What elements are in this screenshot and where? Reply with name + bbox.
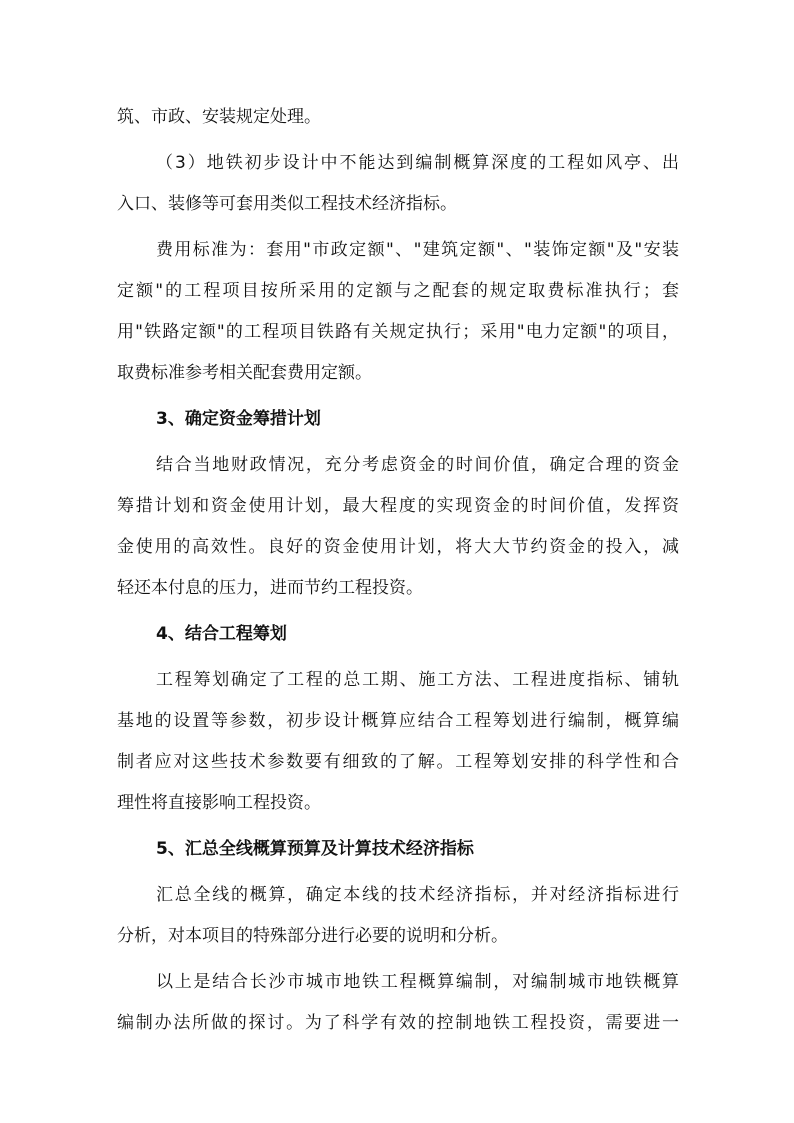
paragraph-line: 以上是结合长沙市城市地铁工程概算编制，对编制城市地铁概算 [156, 972, 679, 992]
paragraph-line: 结合当地财政情况，充分考虑资金的时间价值，确定合理的资金 [156, 455, 679, 475]
paragraph-line: 定额"的工程项目按所采用的定额与之配套的规定取费标准执行；套 [117, 281, 679, 301]
paragraph-line: 工程筹划确定了工程的总工期、施工方法、工程进度指标、铺轨 [156, 670, 679, 690]
paragraph-line: 费用标准为：套用"市政定额"、"建筑定额"、"装饰定额"及"安装 [156, 240, 679, 260]
section-heading: 4、结合工程筹划 [156, 624, 287, 644]
paragraph-line: 理性将直接影响工程投资。 [117, 793, 321, 813]
paragraph-line: 筑、市政、安装规定处理。 [117, 107, 321, 127]
document-body [117, 97, 679, 1044]
paragraph-line: 取费标准参考相关配套费用定额。 [117, 363, 372, 383]
paragraph-line: 分析，对本项目的特殊部分进行必要的说明和分析。 [117, 926, 508, 946]
paragraph-line: 编制办法所做的探讨。为了科学有效的控制地铁工程投资，需要进一 [117, 1013, 679, 1033]
paragraph-line: 金使用的高效性。良好的资金使用计划，将大大节约资金的投入，减 [117, 537, 679, 557]
paragraph-line: 用"铁路定额"的工程项目铁路有关规定执行；采用"电力定额"的项目， [117, 322, 679, 342]
paragraph-line: 筹措计划和资金使用计划，最大程度的实现资金的时间价值，发挥资 [117, 496, 679, 516]
paragraph-line: 轻还本付息的压力，进而节约工程投资。 [117, 578, 423, 598]
paragraph-line: 汇总全线的概算，确定本线的技术经济指标，并对经济指标进行 [156, 885, 679, 905]
paragraph-line: 入口、装修等可套用类似工程技术经济指标。 [117, 194, 457, 214]
paragraph-line: （3）地铁初步设计中不能达到编制概算深度的工程如风亭、出 [156, 153, 679, 173]
paragraph-line: 制者应对这些技术参数要有细致的了解。工程筹划安排的科学性和合 [117, 752, 679, 772]
section-heading: 3、确定资金筹措计划 [156, 409, 321, 429]
paragraph-line: 基地的设置等参数，初步设计概算应结合工程筹划进行编制，概算编 [117, 711, 679, 731]
section-heading: 5、汇总全线概算预算及计算技术经济指标 [156, 839, 474, 859]
